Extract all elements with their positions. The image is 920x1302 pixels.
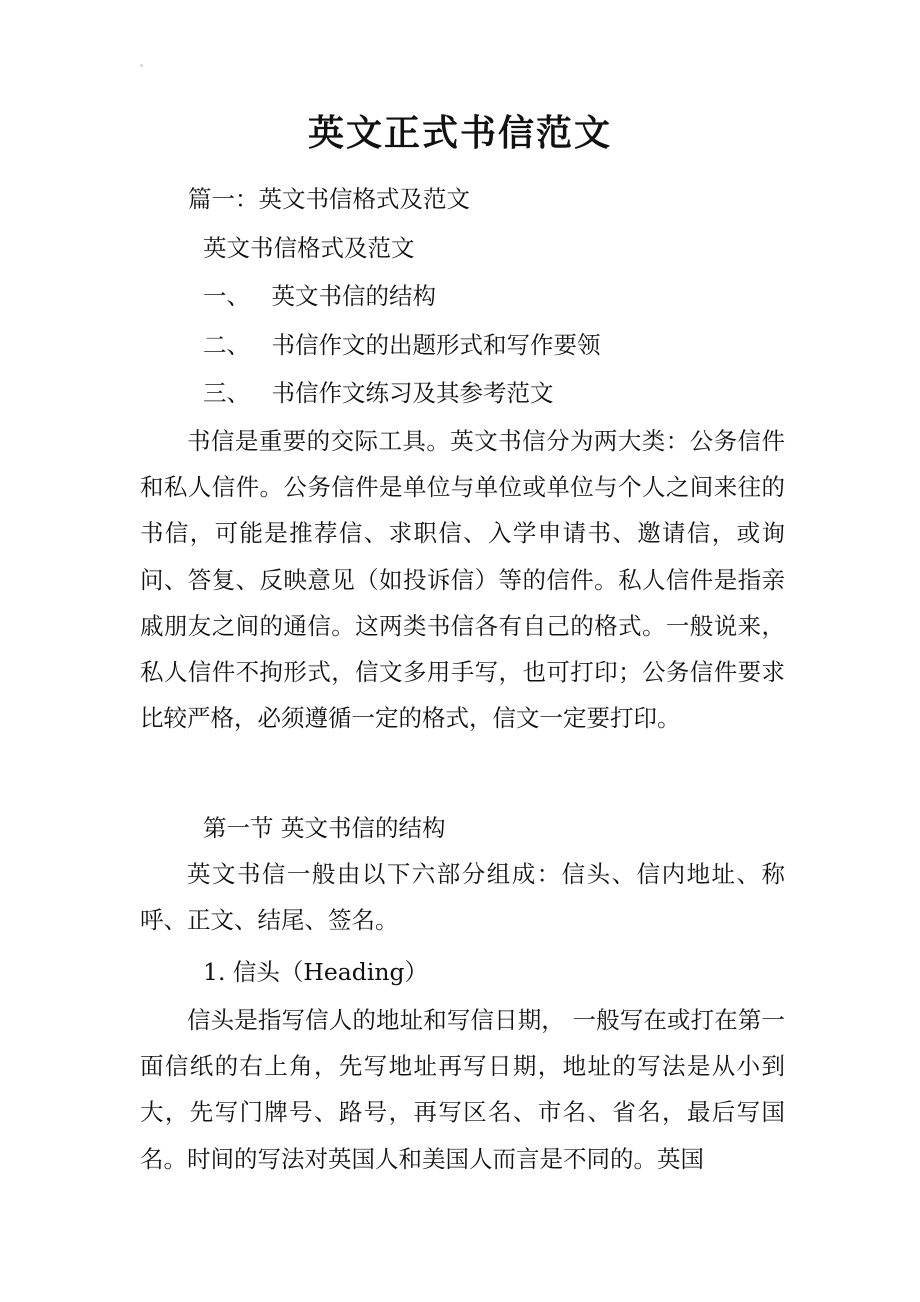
structure-paragraph: 英文书信一般由以下六部分组成：信头、信内地址、称呼、正文、结尾、签名。	[140, 860, 785, 935]
subtitle: 英文书信格式及范文	[203, 234, 415, 262]
outline-item-1: 一、 英文书信的结构	[203, 282, 436, 310]
heading-paragraph: 信头是指写信人的地址和写信日期， 一般写在或打在第一面信纸的右上角，先写地址再写日期，地址的写法是从小到大，先写门牌号、路号，再写区名、市名、省名，最后写国名。时间的写法对英国人和美国人而言是不同的。英国	[140, 1006, 785, 1173]
outline-item-3: 三、 书信作文练习及其参考范文	[203, 379, 554, 407]
heading-item: 1. 信头（Heading）	[203, 958, 429, 986]
page-corner-mark	[140, 64, 143, 67]
intro-paragraph: 书信是重要的交际工具。英文书信分为两大类：公务信件和私人信件。公务信件是单位与单位或单位与个人之间来往的书信，可能是推荐信、求职信、入学申请书、邀请信，或询问、答复、反映意见（如投诉信）等的信件。私人信件是指亲戚朋友之间的通信。这两类书信各有自己的格式。一般说来，私人信件不拘形式，信文多用手写，也可打印；公务信件要求比较严格，必须遵循一定的格式，信文一定要打印。	[140, 427, 785, 733]
section-heading: 篇一：英文书信格式及范文	[188, 185, 470, 213]
outline-item-2: 二、 书信作文的出题形式和写作要领	[203, 331, 601, 359]
section-one-heading: 第一节 英文书信的结构	[203, 814, 446, 842]
document-title: 英文正式书信范文	[307, 112, 612, 154]
